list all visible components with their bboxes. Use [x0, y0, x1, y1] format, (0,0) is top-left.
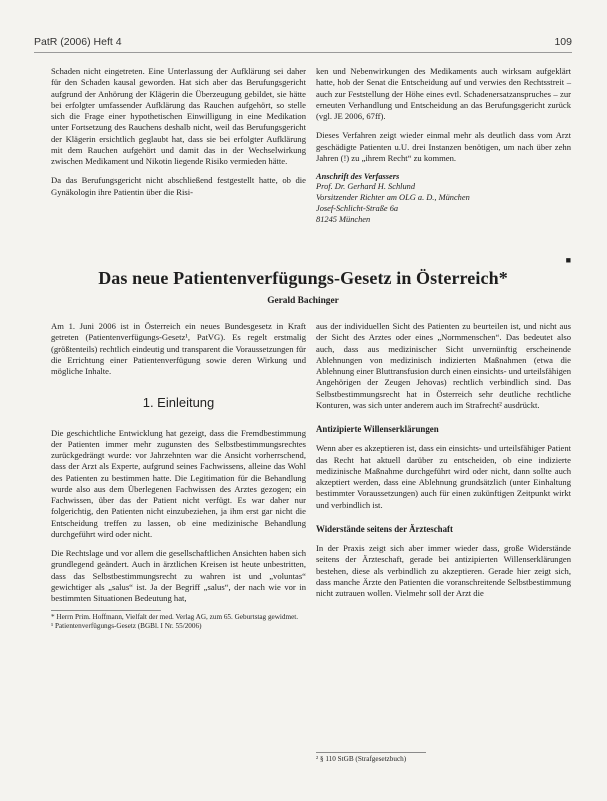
footnote-rule [316, 752, 426, 753]
author-address-line: Josef-Schlicht-Straße 6a [316, 203, 399, 213]
article-title: Das neue Patientenverfügungs-Gesetz in Österreich* [98, 268, 508, 288]
page-number: 109 [554, 36, 572, 48]
author-address-line: 81245 München [316, 214, 371, 224]
footnote: ¹ Patientenverfügungs-Gesetz (BGBl. I Nr. 55/2006) [51, 622, 202, 631]
header-rule [34, 52, 572, 53]
author-address-line: Vorsitzender Richter am OLG a. D., München [316, 193, 470, 203]
paragraph: Schaden nicht eingetreten. Eine Unterlassung der Aufklärung sei daher für den Schaden kausal geworden. Hat sich aber das Berufungsgericht aufgrund der Anhörung der Klägerin die Überzeugung gebildet, sie hätte bei erfolgter umfassender Aufklärung das Rauchen aufgehört, so stelle sich die Frage einer hypothetischen Einwilligung in eine Medikation unter Fortsetzung des Rauchens deshalb nicht, weil das Berufungsgericht der Klägerin ersichtlich geglaubt hat, dass sie bei erfolgter Aufklärung mit dem Rauchen aufgehört und damit das in der Wechselwirkung zwischen Medikament und Nikotin liegende Risiko vermieden hätte. [51, 66, 306, 166]
section-heading: 1. Einleitung [142, 395, 215, 411]
article-right-column [316, 321, 571, 599]
paragraph: Wenn aber es akzeptieren ist, dass ein einsichts- und urteilsfähiger Patient das Recht hat aktuell darüber zu entscheiden, ob eine indizierte medizinische Maßnahme durchgeführt wird oder nicht, dann sollte auch akzeptiert werden, dass eine Ablehnung grundsätzlich (unter Einhaltung bestimmter Voraussetzungen) auch für einen zukünftigen Zeitpunkt wirkt und verbindlich ist. [316, 443, 571, 510]
paragraph: Die geschichtliche Entwicklung hat gezeigt, dass die Fremdbestimmung der Patienten immer mehr zugunsten des Selbstbestimmungsrechtes zurückgedrängt wurde: vor Jahrzehnten war die Ansicht vorherrschend, dass der Arzt als Experte, aufgrund seines Fachwissens, alleine das Wohl des Patienten zu bestimmen hatte. Die Legitimation für die Behandlung wurde also aus dem Überlegenen Fachwissen des Arztes gezogen; ein Fachwissen, über das der Patient nicht verfügt. Es war daher nur folgerichtig, den Patienten nicht einzubeziehen, ja ihm erst gar nicht die Entscheidung treffen zu lassen, ob eine medizinische Behandlung durchgeführt wird oder nicht. [51, 427, 306, 539]
subsection-heading: Widerstände seitens der Ärzteschaft [316, 523, 453, 534]
paragraph: aus der individuellen Sicht des Patienten zu beurteilen ist, und nicht aus der Sicht des Arztes oder eines „Normmenschen“. Das bedeutet also auch, dass aus medizinischer Sicht unvernünftig erscheinende Ablehnungen von medizinisch indizierten Maßnahmen (etwa die Ablehnung einer Bluttransfusion durch einen einsichts- und urteilsfähigen Angehörigen der Zeugen Jehovas) rechtlich verbindlich sind. Das Selbstbestimmungsrecht hat in Österreich sehr deutliche rechtliche Konturen, was sich unter anderem auch im Strafrecht² ausdrückt. [316, 321, 571, 410]
paragraph: ken und Nebenwirkungen des Medikaments auch wirksam aufgeklärt hatte, hob der Senat die Entscheidung auf und verwies den Rechtsstreit – auch zur Feststellung der Höhe eines evtl. Schadenersatzanspruches – zur erneuten Verhandlung und Entscheidung an das Berufungsgericht zurück (vgl. JE 2006, 67ff). [316, 66, 571, 121]
footnote: ² § 110 StGB (Strafgesetzbuch) [316, 755, 407, 763]
paragraph: Dieses Verfahren zeigt wieder einmal mehr als deutlich dass vom Arzt geschädigte Patienten u.U. drei Instanzen benötigen, um nach über zehn Jahren (!) zu „ihrem Recht“ zu kommen. [316, 130, 571, 163]
author-address-heading: Anschrift des Verfassers [316, 172, 400, 181]
paragraph: Die Rechtslage und vor allem die gesellschaftlichen Ansichten haben sich grundlegend geändert. Auch in ärztlichen Kreisen ist heute unbestritten, dass das Selbstbestimmungsrecht zu wahren ist und „voluntas“ gewichtiger als „salus“ ist. Ja der Begriff „salus“, der nach wie vor in bestimmten Situationen Bedeutung hat, [51, 548, 306, 603]
paragraph: Da das Berufungsgericht nicht abschließend festgestellt hatte, ob die Gynäkologin ihre Patientin über die Risi- [51, 175, 306, 197]
footnote: * Herrn Prim. Hoffmann, Vielfalt der med. Verlag AG, zum 65. Geburtstag gewidmet. [51, 613, 299, 622]
right-footnotes [316, 746, 571, 764]
article-left-column [51, 321, 306, 631]
previous-article-right-column [316, 66, 571, 266]
author-address-line: Prof. Dr. Gerhard H. Schlund [316, 182, 416, 192]
paragraph: In der Praxis zeigt sich aber immer wieder dass, große Widerstände seitens der Ärzteschaft, gerade bei antizipierten Willenserklärungen bestehen, diese als verbindlich zu akzeptieren. Gerade hier zeigt sich, dass manche Ärzte den Patienten die voranschreitende Selbstbestimmung nicht zutrauen wollen. Vielmehr soll der Arzt die [316, 543, 571, 598]
article-intro: Am 1. Juni 2006 ist in Österreich ein neues Bundesgesetz in Kraft getreten (Patientenverfügungs-Gesetz¹, PatVG). Es regelt erstmalig (größtenteils) rechtlich eindeutig und transparent die Voraussetzungen für die Errichtung einer Patientenverfügung sowie deren Wirkung und mögliche Inhalte. [51, 321, 306, 376]
article-author: Gerald Bachinger [267, 296, 339, 306]
journal-issue: PatR (2006) Heft 4 [34, 36, 122, 48]
footnote-rule [51, 610, 161, 611]
subsection-heading: Antizipierte Willenserklärungen [316, 424, 439, 434]
end-of-article-mark: ■ [565, 254, 571, 265]
previous-article-left-column [51, 66, 306, 198]
